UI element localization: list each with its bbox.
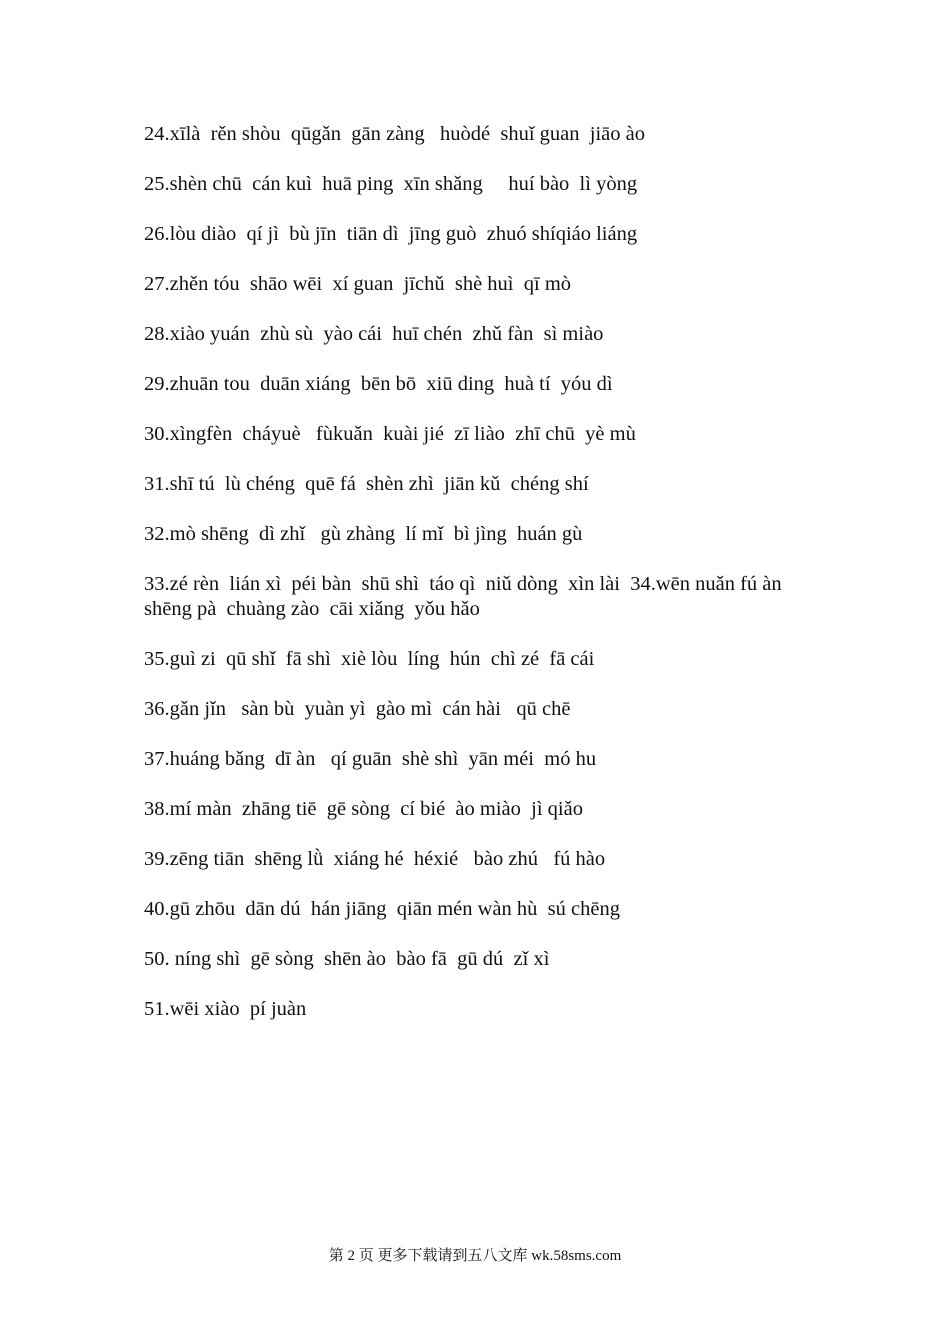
pinyin-list <box>144 122 814 1047</box>
pinyin-line-35: 35.guì zi qū shǐ fā shì xiè lòu líng hún chì zé fā cái <box>144 648 595 670</box>
pinyin-line-32: 32.mò shēng dì zhǐ gù zhàng lí mǐ bì jìng huán gù <box>144 523 583 545</box>
pinyin-line-36: 36.gǎn jǐn sàn bù yuàn yì gào mì cán hài qū chē <box>144 698 571 720</box>
pinyin-line-50: 50. níng shì gē sòng shēn ào bào fā gū dú zǐ xì <box>144 948 550 970</box>
pinyin-line-38: 38.mí màn zhāng tiē gē sòng cí bié ào miào jì qiǎo <box>144 798 583 820</box>
pinyin-line-27: 27.zhěn tóu shāo wēi xí guan jīchǔ shè huì qī mò <box>144 273 572 295</box>
pinyin-line-24: 24.xīlà rěn shòu qūgǎn gān zàng huòdé shuǐ guan jiāo ào <box>144 123 645 145</box>
pinyin-line-40: 40.gū zhōu dān dú hán jiāng qiān mén wàn hù sú chēng <box>144 898 620 920</box>
pinyin-line-51: 51.wēi xiào pí juàn <box>144 998 307 1020</box>
pinyin-line-31: 31.shī tú lù chéng quē fá shèn zhì jiān kǔ chéng shí <box>144 473 589 495</box>
pinyin-line-37: 37.huáng bǎng dī àn qí guān shè shì yān méi mó hu <box>144 748 597 770</box>
pinyin-line-25: 25.shèn chū cán kuì huā ping xīn shǎng huí bào lì yòng <box>144 173 638 195</box>
pinyin-line-39: 39.zēng tiān shēng lǜ xiáng hé héxié bào zhú fú hào <box>144 848 606 870</box>
pinyin-line-33-34: 33.zé rèn lián xì péi bàn shū shì táo qì niǔ dòng xìn lài 34.wēn nuǎn fú àn shēng pà chuàng zào cāi xiǎng yǒu hǎo <box>144 573 792 620</box>
pinyin-line-26: 26.lòu diào qí jì bù jīn tiān dì jīng guò zhuó shíqiáo liáng <box>144 223 638 245</box>
pinyin-line-30: 30.xìngfèn cháyuè fùkuǎn kuài jié zī liào zhī chū yè mù <box>144 423 636 445</box>
page-footer: 第 2 页 更多下载请到五八文库 wk.58sms.com <box>328 1248 622 1264</box>
pinyin-line-29: 29.zhuān tou duān xiáng bēn bō xiū ding huà tí yóu dì <box>144 373 613 395</box>
pinyin-line-28: 28.xiào yuán zhù sù yào cái huī chén zhǔ fàn sì miào <box>144 323 604 345</box>
